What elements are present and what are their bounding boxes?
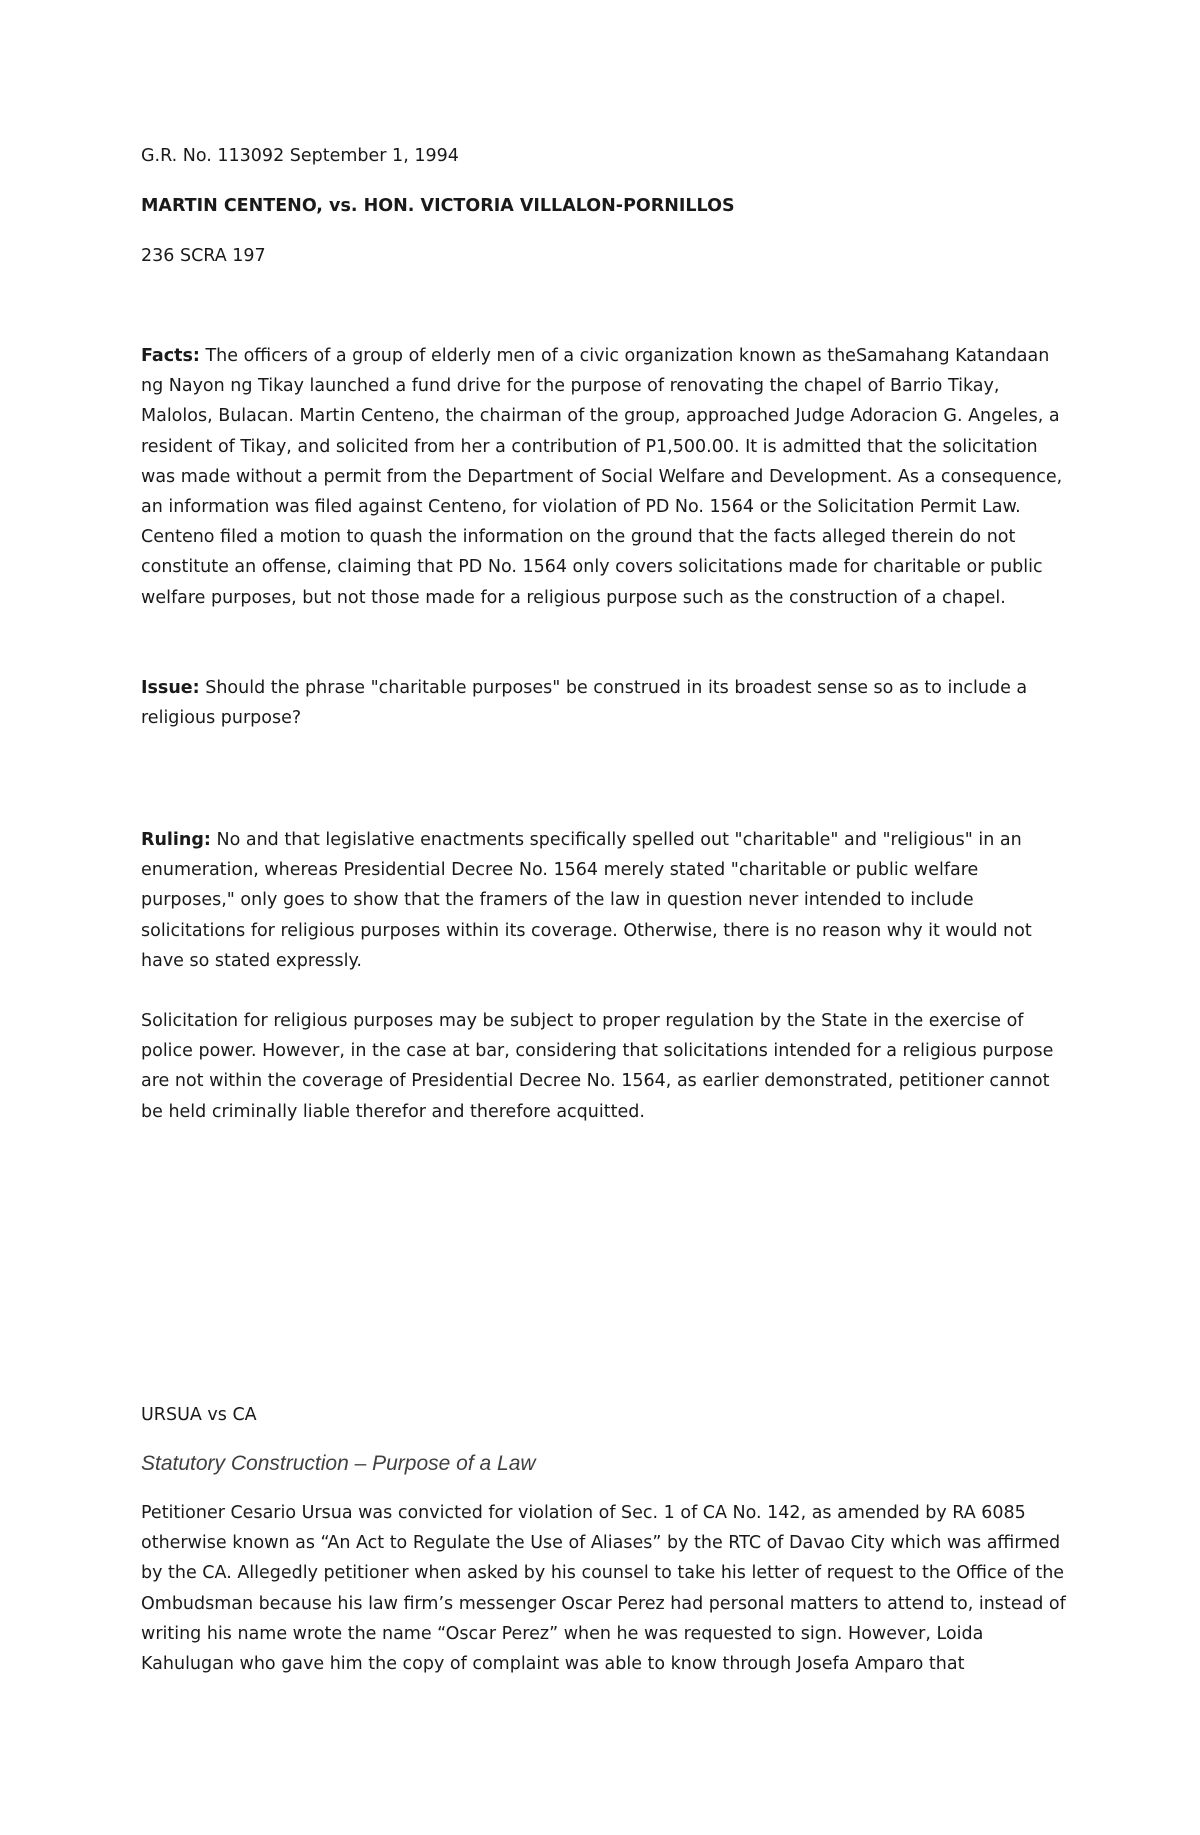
facts-paragraph bbox=[141, 341, 1066, 613]
ruling-text: No and that legislative enactments specifically spelled out "charitable" and "religious" in an enumeration, whereas Presidential Decree No. 1564 merely stated "charitable or public welfare purposes," only goes to show that the framers of the law in question never intended to include solicitations for religious purposes within its coverage. Otherwise, there is no reason why it would not have so stated expressly. bbox=[141, 830, 1032, 971]
issue-label: Issue: bbox=[141, 678, 200, 698]
case-citation: G.R. No. 113092 September 1, 1994 bbox=[141, 146, 459, 166]
facts-label: Facts: bbox=[141, 346, 200, 366]
case-title: MARTIN CENTENO, vs. HON. VICTORIA VILLALON-PORNILLOS bbox=[141, 196, 735, 216]
case2-subtitle: Statutory Construction – Purpose of a Law bbox=[141, 1452, 536, 1475]
ruling-paragraph bbox=[141, 825, 1066, 976]
case2-title: URSUA vs CA bbox=[141, 1405, 257, 1425]
issue-text: Should the phrase "charitable purposes" be construed in its broadest sense so as to include a religious purpose? bbox=[141, 678, 1028, 729]
ruling-paragraph-2: Solicitation for religious purposes may be subject to proper regulation by the State in the exercise of police power. However, in the case at bar, considering that solicitations intended for a religious purpose are not within the coverage of Presidential Decree No. 1564, as earlier demonstrated, petitioner cannot be held criminally liable therefor and therefore acquitted. bbox=[141, 1011, 1054, 1122]
case2-body: Petitioner Cesario Ursua was convicted for violation of Sec. 1 of CA No. 142, as amended by RA 6085 otherwise known as “An Act to Regulate the Use of Aliases” by the RTC of Davao City which was affirmed by the CA. Allegedly petitioner when asked by his counsel to take his letter of request to the Office of the Ombudsman because his law firm’s messenger Oscar Perez had personal matters to attend to, instead of writing his name wrote the name “Oscar Perez” when he was requested to sign. However, Loida Kahulugan who gave him the copy of complaint was able to know through Josefa Amparo that bbox=[141, 1503, 1066, 1675]
case-report: 236 SCRA 197 bbox=[141, 246, 266, 266]
issue-paragraph bbox=[141, 673, 1066, 733]
ruling-label: Ruling: bbox=[141, 830, 211, 850]
facts-text: The officers of a group of elderly men of a civic organization known as theSamahang Katandaan ng Nayon ng Tikay launched a fund drive for the purpose of renovating the chapel of Barrio Tikay, Malolos, Bulacan. Martin Centeno, the chairman of the group, approached Judge Adoracion G. Angeles, a resident of Tikay, and solicited from her a contribution of P1,500.00. It is admitted that the solicitation was made without a permit from the Department of Social Welfare and Development. As a consequence, an information was filed against Centeno, for violation of PD No. 1564 or the Solicitation Permit Law. Centeno filed a motion to quash the information on the ground that the facts alleged therein do not constitute an offense, claiming that PD No. 1564 only covers solicitations made for charitable or public welfare purposes, but not those made for a religious purpose such as the construction of a chapel. bbox=[141, 346, 1063, 608]
